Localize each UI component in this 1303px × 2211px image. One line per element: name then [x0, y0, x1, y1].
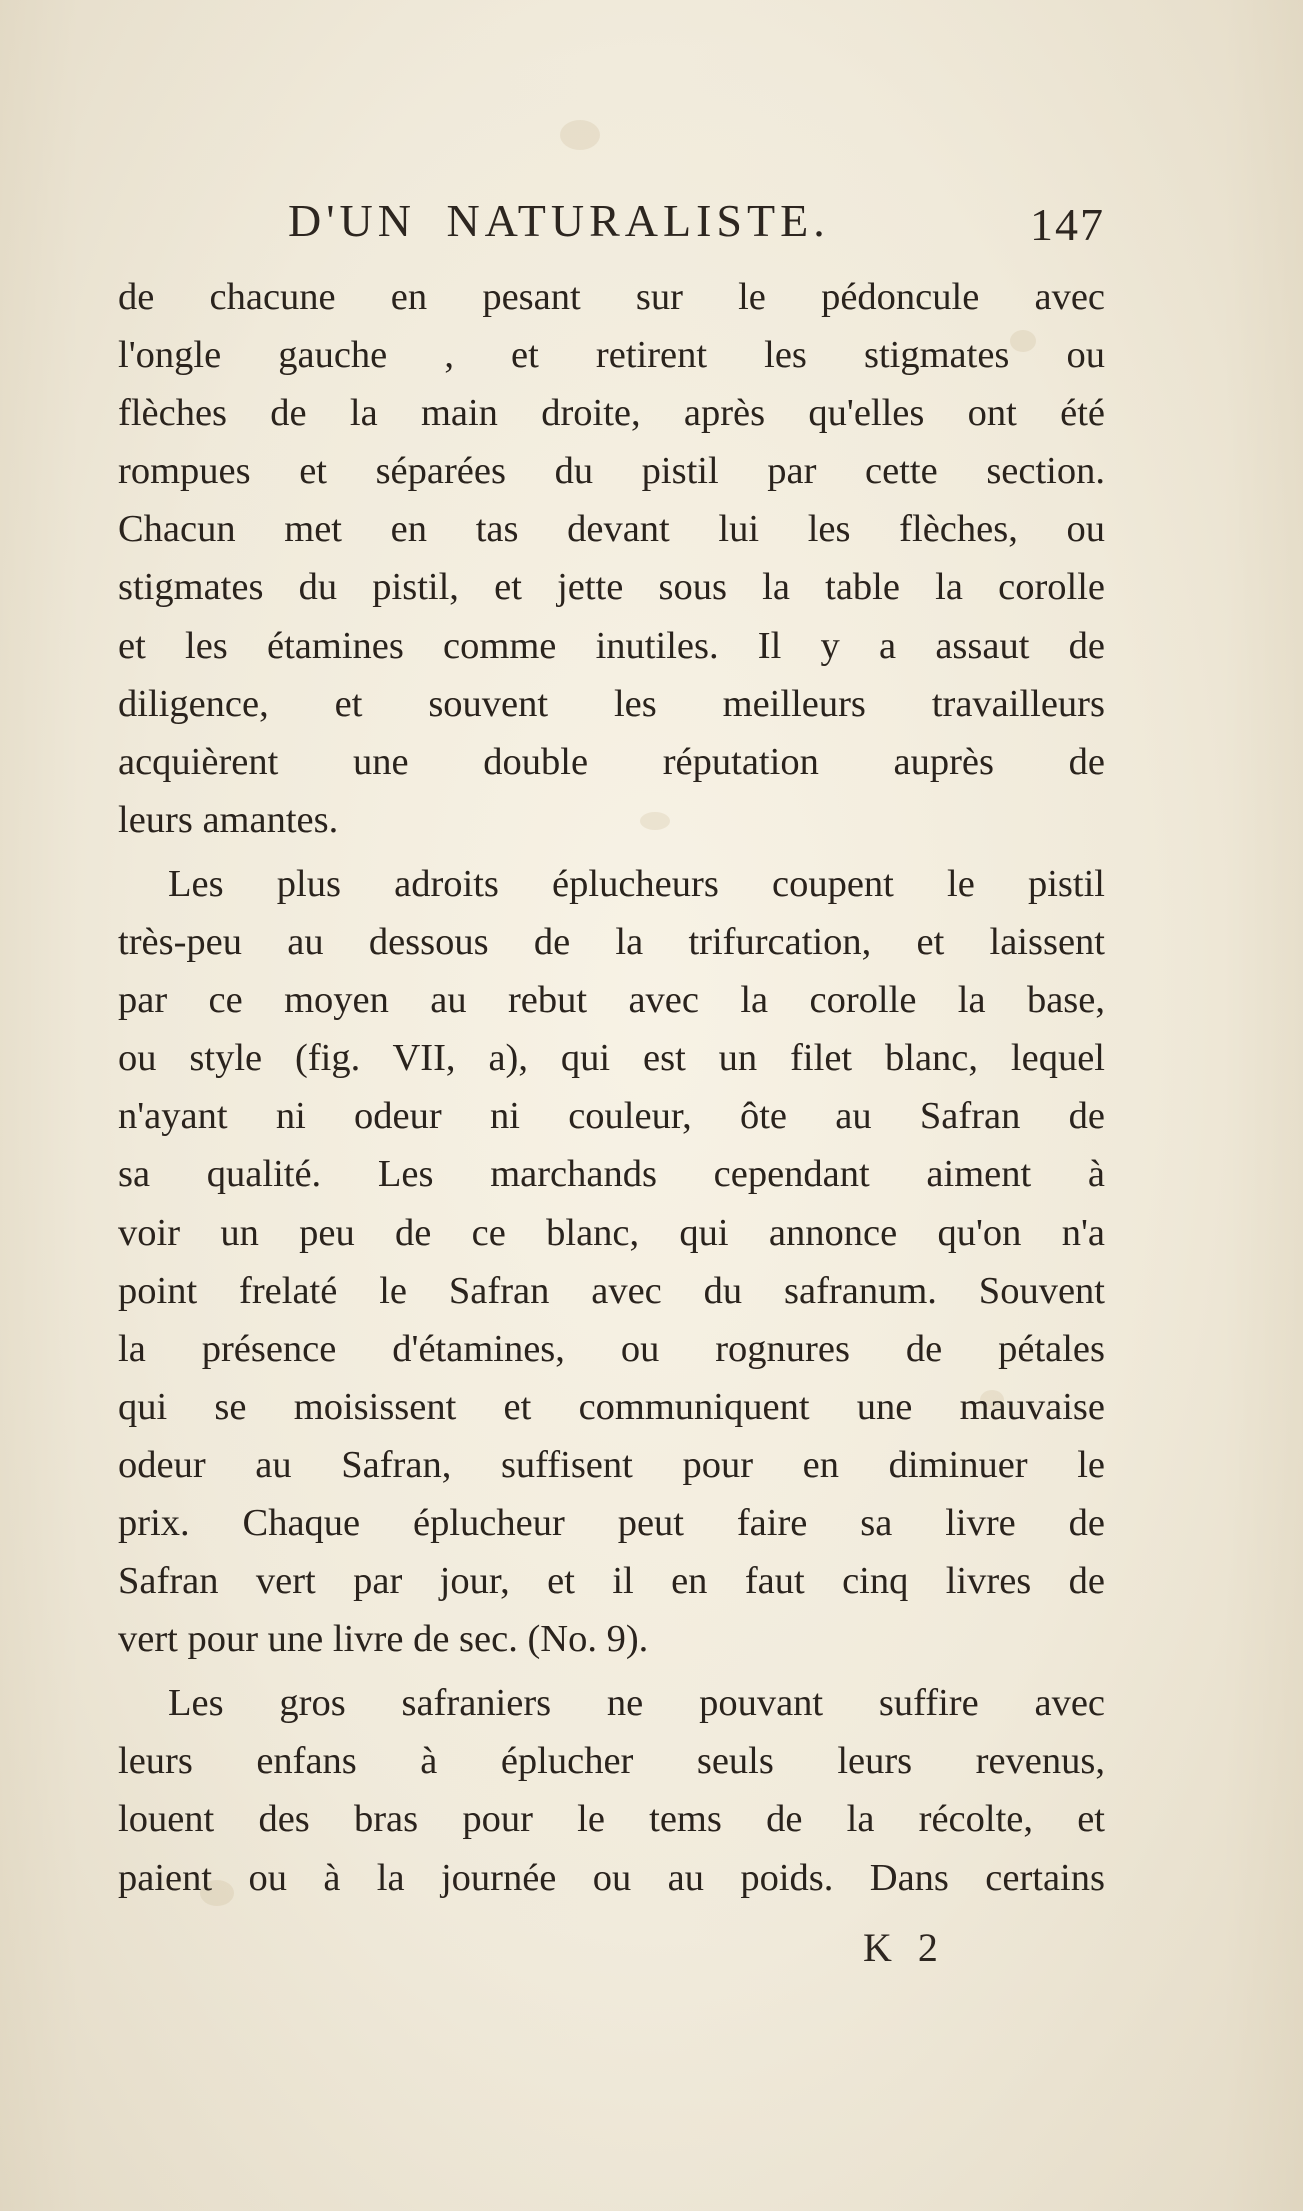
text-line: et les étamines comme inutiles. Il y a assaut de [118, 624, 1105, 667]
text-line: n'ayant ni odeur ni couleur, ôte au Safran de [118, 1095, 1105, 1138]
text-line: Chacun met en tas devant lui les flèches, ou [118, 508, 1105, 551]
text-line: Safran vert par jour, et il en faut cinq livres de [118, 1560, 1105, 1603]
text-line: acquièrent une double réputation auprès de [118, 740, 1105, 783]
text-line: paient ou à la journée ou au poids. Dans certains [118, 1856, 1105, 1899]
text-line: l'ongle gauche , et retirent les stigmates ou [118, 334, 1105, 377]
text-line: flèches de la main droite, après qu'elles ont été [118, 392, 1105, 435]
text-line: point frelaté le Safran avec du safranum. Souvent [118, 1269, 1105, 1312]
running-head: D'UN NATURALISTE. [288, 195, 830, 246]
text-line: leurs amantes. [118, 798, 339, 841]
text-line: louent des bras pour le tems de la récolte, et [118, 1798, 1105, 1841]
text-line: très-peu au dessous de la trifurcation, et laissent [118, 921, 1105, 964]
text-line: qui se moisissent et communiquent une mauvaise [118, 1385, 1105, 1428]
page-header [120, 194, 1105, 264]
text-line: leurs enfans à éplucher seuls leurs revenus, [118, 1740, 1105, 1783]
text-line: odeur au Safran, suffisent pour en diminuer le [118, 1443, 1105, 1486]
text-line: ou style (fig. VII, a), qui est un filet blanc, lequel [118, 1037, 1105, 1080]
body-text [118, 268, 1105, 1907]
text-line: la présence d'étamines, ou rognures de pétales [118, 1327, 1105, 1370]
text-line: sa qualité. Les marchands cependant aiment à [118, 1153, 1105, 1196]
foxing-spot [560, 120, 600, 150]
signature-mark: K 2 [863, 1925, 946, 1970]
text-line: vert pour une livre de sec. (No. 9). [118, 1618, 649, 1661]
text-line: prix. Chaque éplucheur peut faire sa livre de [118, 1501, 1105, 1544]
paragraph [118, 1674, 1105, 1906]
text-line: par ce moyen au rebut avec la corolle la base, [118, 979, 1105, 1022]
text-line: diligence, et souvent les meilleurs travailleurs [118, 682, 1105, 725]
page-number: 147 [1030, 199, 1105, 250]
text-line: voir un peu de ce blanc, qui annonce qu'on n'a [118, 1211, 1105, 1254]
paragraph [118, 855, 1105, 1668]
paragraph [118, 268, 1105, 849]
text-line: Les gros safraniers ne pouvant suffire avec [168, 1682, 1105, 1725]
text-line: stigmates du pistil, et jette sous la table la corolle [118, 566, 1105, 609]
text-line: rompues et séparées du pistil par cette section. [118, 450, 1105, 493]
text-line: Les plus adroits éplucheurs coupent le pistil [168, 862, 1105, 905]
text-line: de chacune en pesant sur le pédoncule avec [118, 276, 1105, 318]
